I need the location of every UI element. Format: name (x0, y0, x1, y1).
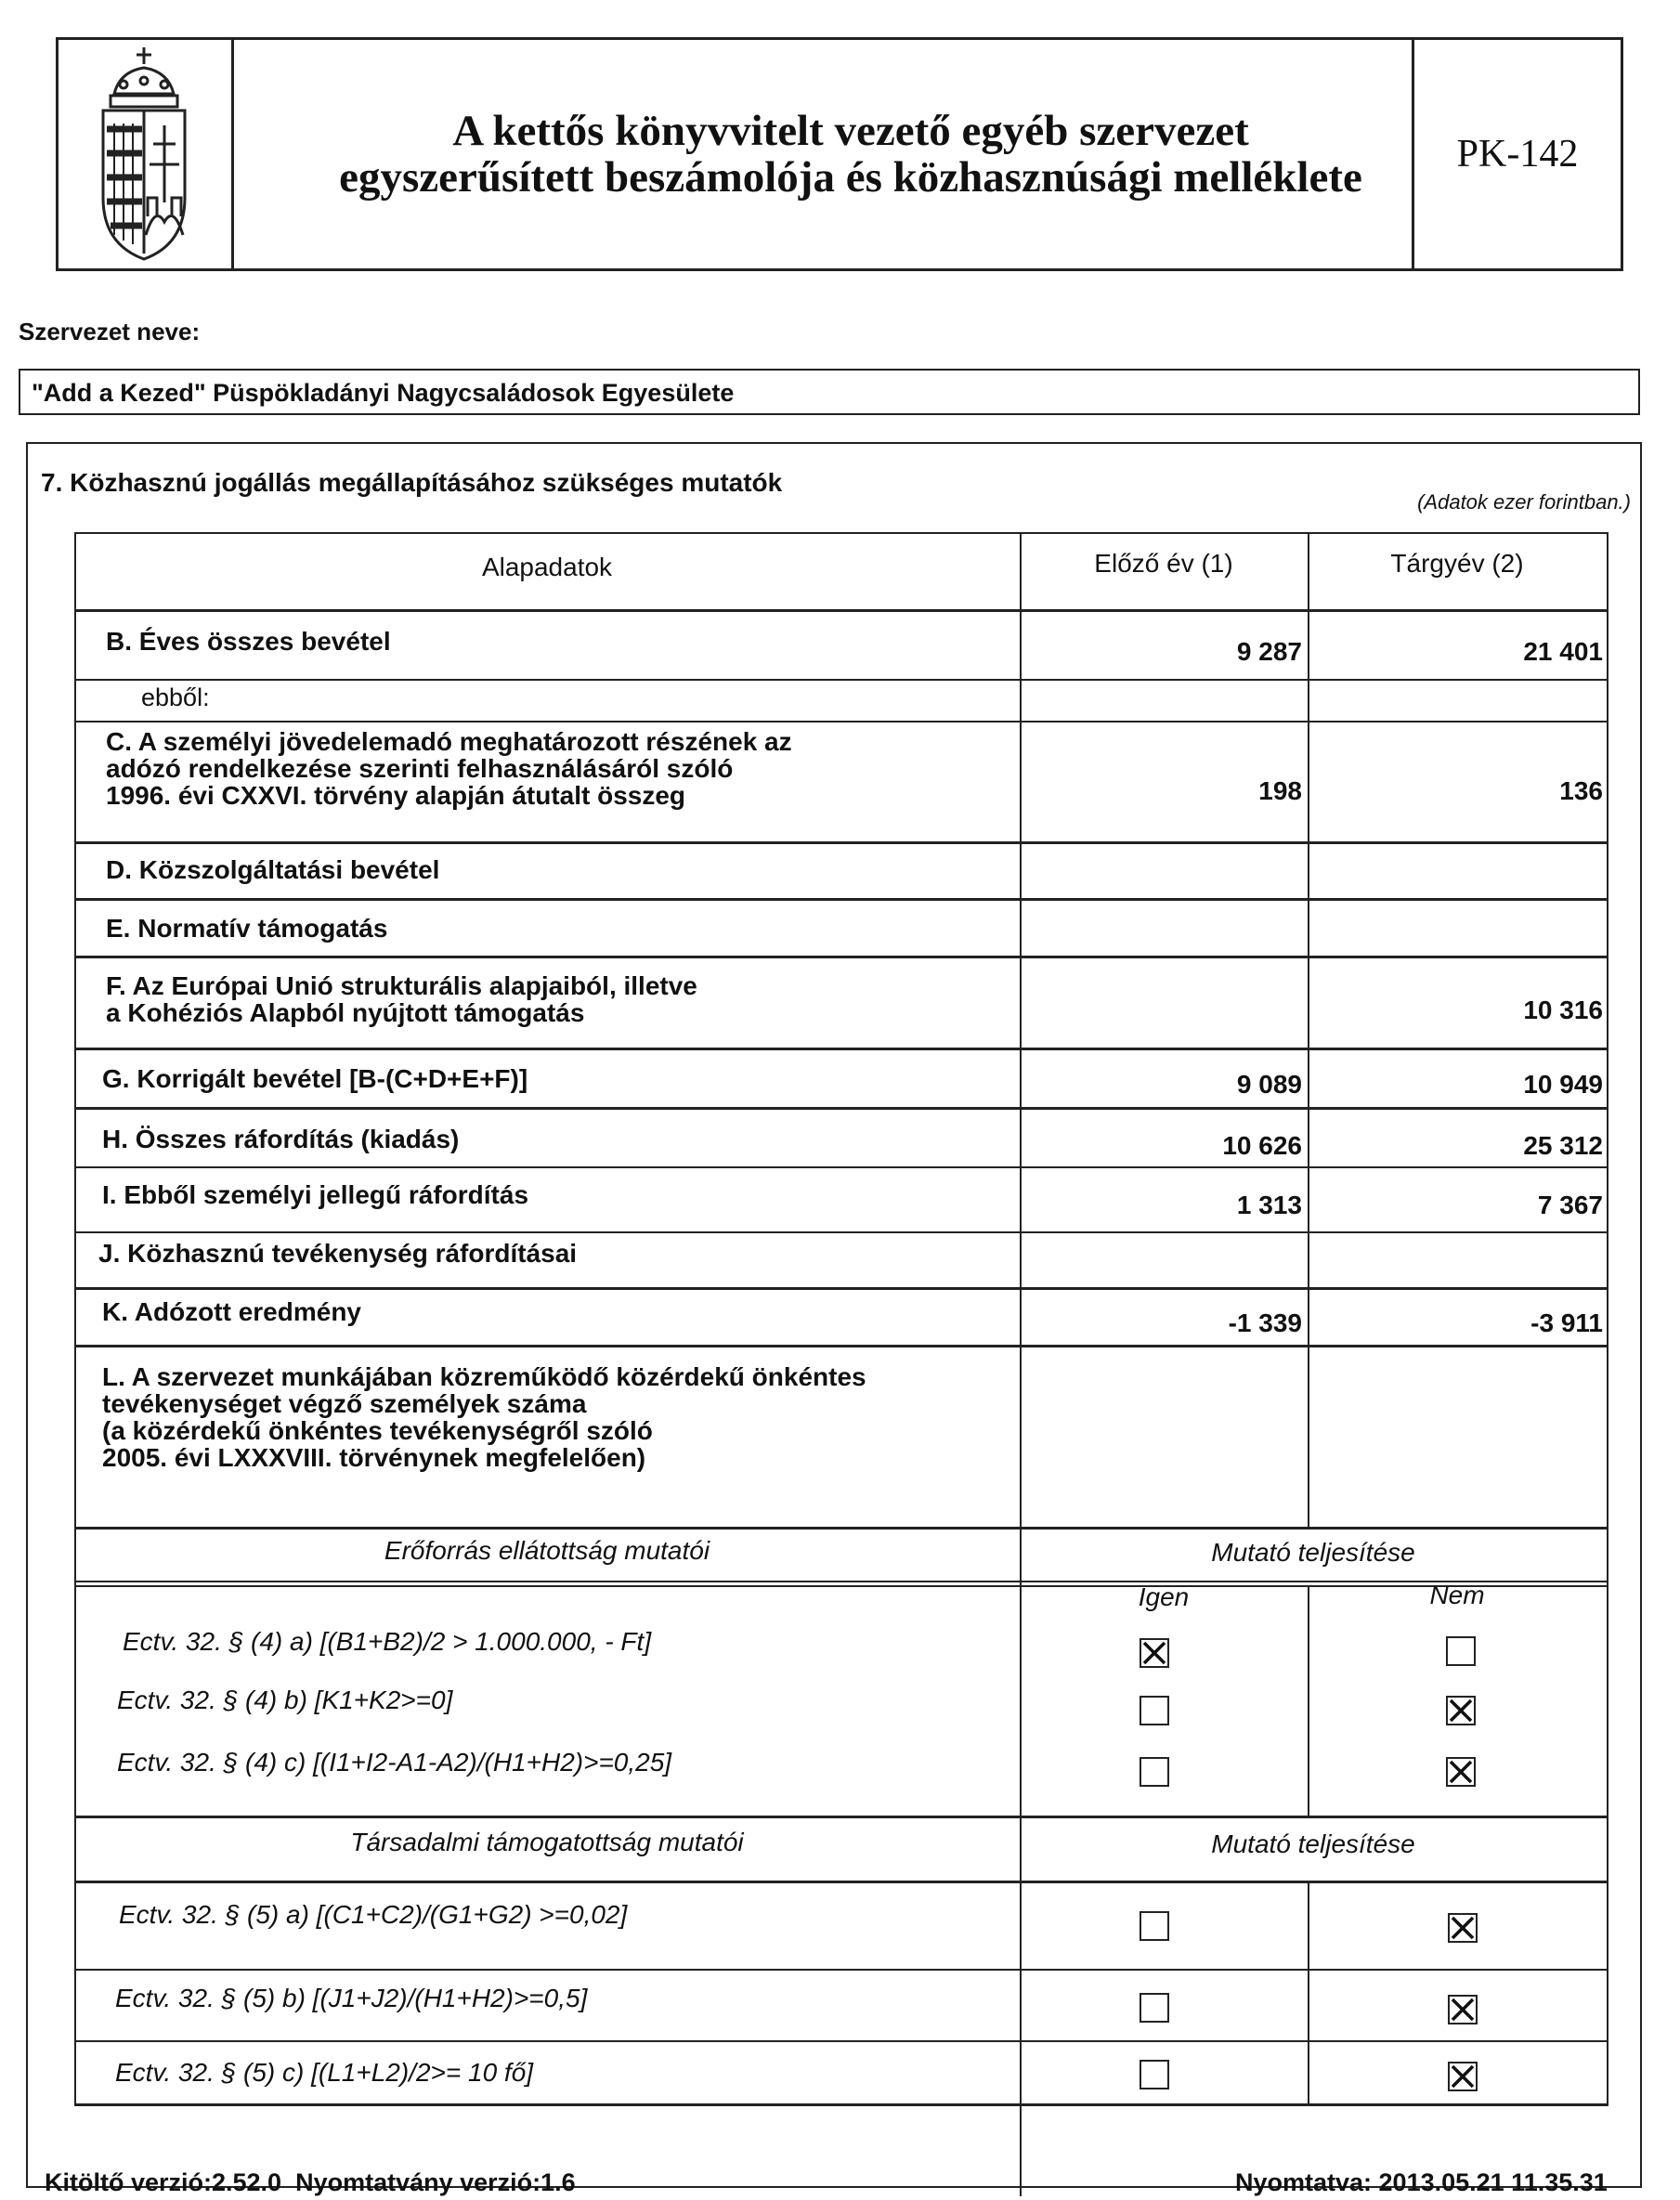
resource-row-c-label: Ectv. 32. § (4) c) [(I1+I2-A1-A2)/(H1+H2)>=0,25] (117, 1748, 672, 1777)
row-h-label: H. Összes ráfordítás (kiadás) (102, 1125, 460, 1153)
row-l-line-1: L. A szervezet munkájában közreműködő közérdekű önkéntes (102, 1362, 866, 1391)
form-code-cell (1412, 40, 1621, 268)
check-x-icon (1450, 1915, 1476, 1941)
row-c-line-2: adózó rendelkezése szerinti felhasználásáról szóló (106, 754, 734, 783)
no-header: Nem (1429, 1581, 1485, 1609)
social-c-no-checkbox[interactable] (1448, 2062, 1478, 2091)
row-c-label (106, 728, 792, 809)
unit-note: (Adatok ezer forintban.) (1417, 490, 1631, 514)
header-current-year: Tárgyév (2) (1390, 549, 1524, 578)
social-row-b-label: Ectv. 32. § (5) b) [(J1+J2)/(H1+H2)>=0,5] (115, 1984, 588, 2012)
social-b-no-checkbox[interactable] (1448, 1995, 1478, 2024)
social-indicators-title: Társadalmi támogatottság mutatói (350, 1828, 744, 1856)
check-x-icon (1448, 1759, 1474, 1785)
row-h-prev: 10 626 (1222, 1131, 1302, 1160)
row-i-label: I. Ebből személyi jellegű ráfordítás (102, 1180, 529, 1209)
resource-row-b-label: Ectv. 32. § (4) b) [K1+K2>=0] (117, 1686, 453, 1714)
check-x-icon (1141, 1640, 1167, 1666)
row-e-label: E. Normatív támogatás (106, 914, 388, 943)
resource-fulfilment-header: Mutató teljesítése (1211, 1538, 1415, 1567)
resource-c-no-checkbox[interactable] (1446, 1757, 1476, 1787)
check-x-icon (1450, 1997, 1476, 2023)
resource-c-yes-checkbox[interactable] (1140, 1757, 1169, 1787)
social-row-c-label: Ectv. 32. § (5) c) [(L1+L2)/2>= 10 fő] (115, 2058, 534, 2087)
organization-name-field (19, 369, 1640, 415)
row-f-line-2: a Kohéziós Alapból nyújtott támogatás (106, 998, 585, 1027)
row-g-label: G. Korrigált bevétel [B-(C+D+E+F)] (102, 1064, 528, 1093)
row-k-label: K. Adózott eredmény (102, 1297, 361, 1326)
header-previous-year: Előző év (1) (1094, 549, 1233, 578)
social-fulfilment-header: Mutató teljesítése (1211, 1829, 1415, 1858)
organization-label: Szervezet neve: (19, 318, 201, 345)
row-j-label: J. Közhasznú tevékenység ráfordításai (98, 1239, 578, 1268)
row-c-prev: 198 (1258, 776, 1302, 805)
row-d-label: D. Közszolgáltatási bevétel (106, 855, 440, 884)
row-f-curr: 10 316 (1523, 996, 1603, 1024)
resource-indicators-title: Erőforrás ellátottság mutatói (384, 1536, 710, 1565)
row-k-prev: -1 339 (1228, 1308, 1302, 1337)
row-f-label (106, 972, 697, 1026)
row-c-line-3: 1996. évi CXXVI. törvény alapján átutalt összeg (106, 781, 686, 810)
row-k-curr: -3 911 (1530, 1308, 1603, 1337)
check-x-icon (1448, 1698, 1474, 1724)
row-l-line-2: tevékenységet végző személyek száma (102, 1389, 587, 1418)
row-c-curr: 136 (1559, 776, 1603, 805)
row-b-label: B. Éves összes bevétel (106, 627, 391, 656)
resource-a-yes-checkbox[interactable] (1140, 1638, 1169, 1668)
row-g-prev: 9 089 (1236, 1070, 1302, 1099)
header-base-data: Alapadatok (481, 553, 613, 581)
hungarian-coat-of-arms-icon (59, 40, 231, 268)
row-l-label (102, 1363, 866, 1471)
resource-a-no-checkbox[interactable] (1446, 1636, 1476, 1666)
version-info: Kitöltő verzió:2.52.0 Nyomtatvány verzió:1.6 (45, 2168, 576, 2196)
row-of-which-label: ebből: (141, 683, 210, 711)
social-a-no-checkbox[interactable] (1448, 1913, 1478, 1943)
section-title: 7. Közhasznú jogállás megállapításához szükséges mutatók (41, 468, 783, 497)
form-title-line-2: egyszerűsített beszámolója és közhasznúsági melléklete (339, 153, 1362, 202)
resource-b-no-checkbox[interactable] (1446, 1696, 1476, 1725)
title-cell (231, 40, 1470, 268)
resource-b-yes-checkbox[interactable] (1140, 1696, 1169, 1725)
social-a-yes-checkbox[interactable] (1140, 1911, 1169, 1941)
row-i-prev: 1 313 (1236, 1191, 1302, 1219)
row-l-line-3: (a közérdekű önkéntes tevékenységről szóló (102, 1416, 653, 1445)
resource-row-a-label: Ectv. 32. § (4) a) [(B1+B2)/2 > 1.000.000, - Ft] (123, 1627, 652, 1656)
row-f-line-1: F. Az Európai Unió strukturális alapjaiból, illetve (106, 971, 697, 1000)
row-g-curr: 10 949 (1523, 1070, 1603, 1099)
check-x-icon (1450, 2063, 1476, 2089)
form-header (56, 37, 1623, 271)
organization-name: "Add a Kezed" Püspökladányi Nagycsaládosok Egyesülete (32, 379, 735, 407)
social-row-a-label: Ectv. 32. § (5) a) [(C1+C2)/(G1+G2) >=0,02] (119, 1900, 628, 1929)
row-i-curr: 7 367 (1537, 1191, 1603, 1219)
print-timestamp: Nyomtatva: 2013.05.21 11.35.31 (1235, 2168, 1608, 2196)
row-c-line-1: C. A személyi jövedelemadó meghatározott részének az (106, 727, 792, 756)
yes-header: Igen (1138, 1582, 1190, 1611)
social-b-yes-checkbox[interactable] (1140, 1993, 1169, 2023)
social-c-yes-checkbox[interactable] (1140, 2060, 1169, 2089)
logo-cell (59, 40, 234, 268)
row-b-curr: 21 401 (1523, 637, 1603, 666)
row-b-prev: 9 287 (1236, 637, 1302, 666)
form-code: PK-142 (1456, 133, 1579, 176)
form-title-line-1: A kettős könyvvitelt vezető egyéb szervezet (452, 107, 1249, 155)
row-h-curr: 25 312 (1523, 1131, 1603, 1160)
row-l-line-4: 2005. évi LXXXVIII. törvénynek megfelelően) (102, 1443, 646, 1472)
